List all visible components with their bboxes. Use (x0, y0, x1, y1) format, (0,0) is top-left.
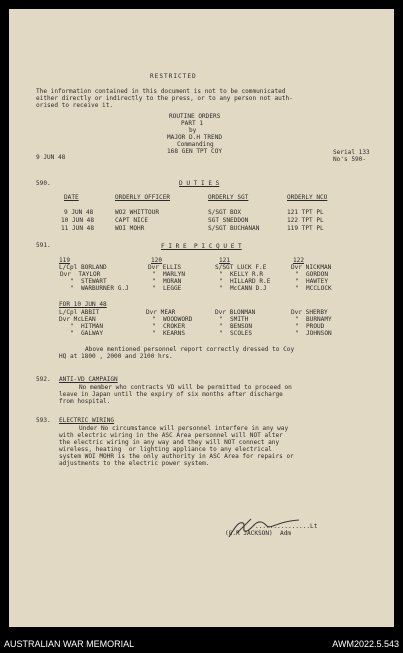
section-593-line-6: adjustments to the electric power system. (59, 460, 210, 467)
signatory-name: (G.R JACKSON) Adm (225, 530, 292, 537)
picquet-a-4-c1: " WARBURNER G.J (70, 285, 129, 292)
picquet-b-1-c4: Dvr SHERBY (291, 309, 328, 316)
section-593-line-4: wireless, heating or lighting appliance to any electrical (59, 446, 272, 453)
picquet-b-1-c3: Dvr BLONMAN (215, 309, 256, 316)
notice-line-1: The information contained in this document is not to be communicated (36, 88, 286, 95)
duties-row-1-officer: WO2 WHITTOUR (115, 209, 160, 216)
duties-row-2-officer: CAPT NICE (115, 217, 149, 224)
section-592-title: ANTI-VD CAMPAIGN (59, 376, 118, 383)
duties-row-3-nco: 119 TPT PL (287, 225, 324, 232)
picquet-a-1-c4: Dvr NICKMAN (291, 264, 332, 271)
classification-title: RESTRICTED (150, 73, 197, 80)
picquet-b-1-c2: Dvr MEAR (146, 309, 176, 316)
duties-col-officer: ORDERLY OFFICER (115, 194, 171, 201)
picquet-col-120: 120 (151, 257, 163, 264)
picquet-col-121: 121 (219, 257, 231, 264)
duties-row-1-nco: 121 TPT PL (287, 209, 324, 216)
picquet-b-3-c3: " BENSON (219, 323, 253, 330)
notice-line-2: either directly or indirectly to the press, or to any person not auth- (36, 95, 293, 102)
duties-row-2-nco: 122 TPT PL (287, 217, 324, 224)
picquet-b-4-c4: " JOHNSON (295, 330, 332, 337)
picquet-a-2-c1: Dvr TAYLOR (60, 271, 101, 278)
section-591-number: 591. (36, 242, 51, 249)
duties-row-3-date: 11 JUN 48 (61, 225, 95, 232)
picquet-a-1-c1: L/Cpl BORLAND (59, 264, 107, 271)
section-593-number: 593. (36, 417, 51, 424)
header-by: by (189, 127, 197, 134)
picquet-b-4-c2: " KEARNS (152, 330, 186, 337)
picquet-a-2-c3: " KELLY R.R (219, 271, 264, 278)
section-593-line-2: with electric wiring in the ASC Area personnel will NOT alter (59, 432, 283, 439)
picquet-a-2-c2: " MARLYN (152, 271, 186, 278)
picquet-a-3-c2: " MORAN (152, 278, 182, 285)
serial-number: Serial 133 (333, 149, 370, 156)
header-commanding: Commanding (177, 141, 214, 148)
picquet-b-3-c1: " HITMAN (70, 323, 104, 330)
duties-row-1-sgt: S/SGT BOX (208, 209, 242, 216)
picquet-a-1-c3: S/SGT LUCK F.E (215, 264, 267, 271)
duties-col-date: DATE (64, 194, 79, 201)
duties-row-2-sgt: SGT SNEDDON (208, 217, 249, 224)
section-592-line-3: from hospital. (59, 398, 111, 405)
picquet-b-2-c3: " SMITH (219, 316, 249, 323)
signature-dots: ...............Lt (255, 523, 318, 530)
picquet-b-3-c4: " PROUD (295, 323, 325, 330)
picquet-b-3-c2: " CROKER (152, 323, 186, 330)
picquet-b-1-c1: L/Cpl ABBIT (59, 309, 100, 316)
duties-col-nco: ORDERLY NCO (287, 194, 328, 201)
order-numbers: No's 590- (333, 156, 367, 163)
header-part: PART 1 (181, 120, 204, 127)
section-591-title: F I R E P I C Q U E T (161, 243, 242, 250)
duties-row-1-date: 9 JUN 48 (64, 209, 94, 216)
footer-institution: AUSTRALIAN WAR MEMORIAL (4, 639, 135, 649)
picquet-a-3-c1: " STEWART (70, 278, 107, 285)
picquet-b-2-c4: " BURNAMY (295, 316, 332, 323)
picquet-a-1-c2: Dvr ELLIS (148, 264, 182, 271)
duties-col-sgt: ORDERLY SGT (208, 194, 249, 201)
picquet-a-3-c3: " HILLARD R.E (219, 278, 271, 285)
picquet-b-2-c1: Dvr McLEAN (59, 316, 96, 323)
duties-row-3-sgt: S/SGT BUCHANAN (208, 225, 260, 232)
picquet-b-4-c1: " GALWAY (70, 330, 104, 337)
notice-line-3: orised to receive it. (36, 102, 114, 109)
section-593-line-3: the electric wiring in any way and they will NOT connect any (59, 439, 280, 446)
section-592-line-2: leave in Japan until the expiry of six months after discharge (59, 391, 283, 398)
section-593-line-5: system WOI MOHR is the only authority in ASC Area for repairs or (59, 453, 294, 460)
picquet-note-line-2: HQ at 1800 , 2000 and 2100 hrs. (59, 353, 173, 360)
document-page (9, 9, 394, 627)
header-unit: 168 GEN TPT COY (167, 148, 223, 155)
picquet-a-4-c4: " MCCLOCK (295, 285, 332, 292)
picquet-note-line-1: Above mentioned personnel report correctly dressed to Coy (85, 346, 295, 353)
picquet-a-4-c2: " LEGGE (152, 285, 182, 292)
picquet-col-122: 122 (293, 257, 305, 264)
section-592-line-1: No member who contracts VD will be permitted to proceed on (79, 384, 292, 391)
duties-row-3-officer: WOI MOHR (115, 225, 145, 232)
picquet-sub-heading: FOR 10 JUN 48 (59, 301, 107, 308)
section-593-line-1: Under No circumstance will personnel interfere in any way (79, 425, 289, 432)
picquet-a-2-c4: " GORDON (295, 271, 329, 278)
picquet-b-2-c2: " WOODWORD (152, 316, 193, 323)
picquet-b-4-c3: " SCOLES (219, 330, 253, 337)
footer-bar (0, 636, 403, 653)
section-590-title: D U T I E S (179, 180, 220, 187)
section-593-title: ELECTRIC WIRING (59, 417, 115, 424)
section-590-number: 590. (36, 180, 51, 187)
footer-accession-number: AWM2022.5.543 (332, 639, 399, 649)
header-routine-orders: ROUTINE ORDERS (169, 113, 221, 120)
picquet-col-119: 119 (59, 257, 71, 264)
duties-row-2-date: 10 JUN 48 (61, 217, 95, 224)
picquet-a-4-c3: " McCANN D.J (219, 285, 267, 292)
header-commander-name: MAJOR D.H TREND (167, 134, 223, 141)
picquet-a-3-c4: " HAWTEY (295, 278, 329, 285)
section-592-number: 592. (36, 376, 51, 383)
order-date: 9 JUN 48 (36, 154, 66, 161)
